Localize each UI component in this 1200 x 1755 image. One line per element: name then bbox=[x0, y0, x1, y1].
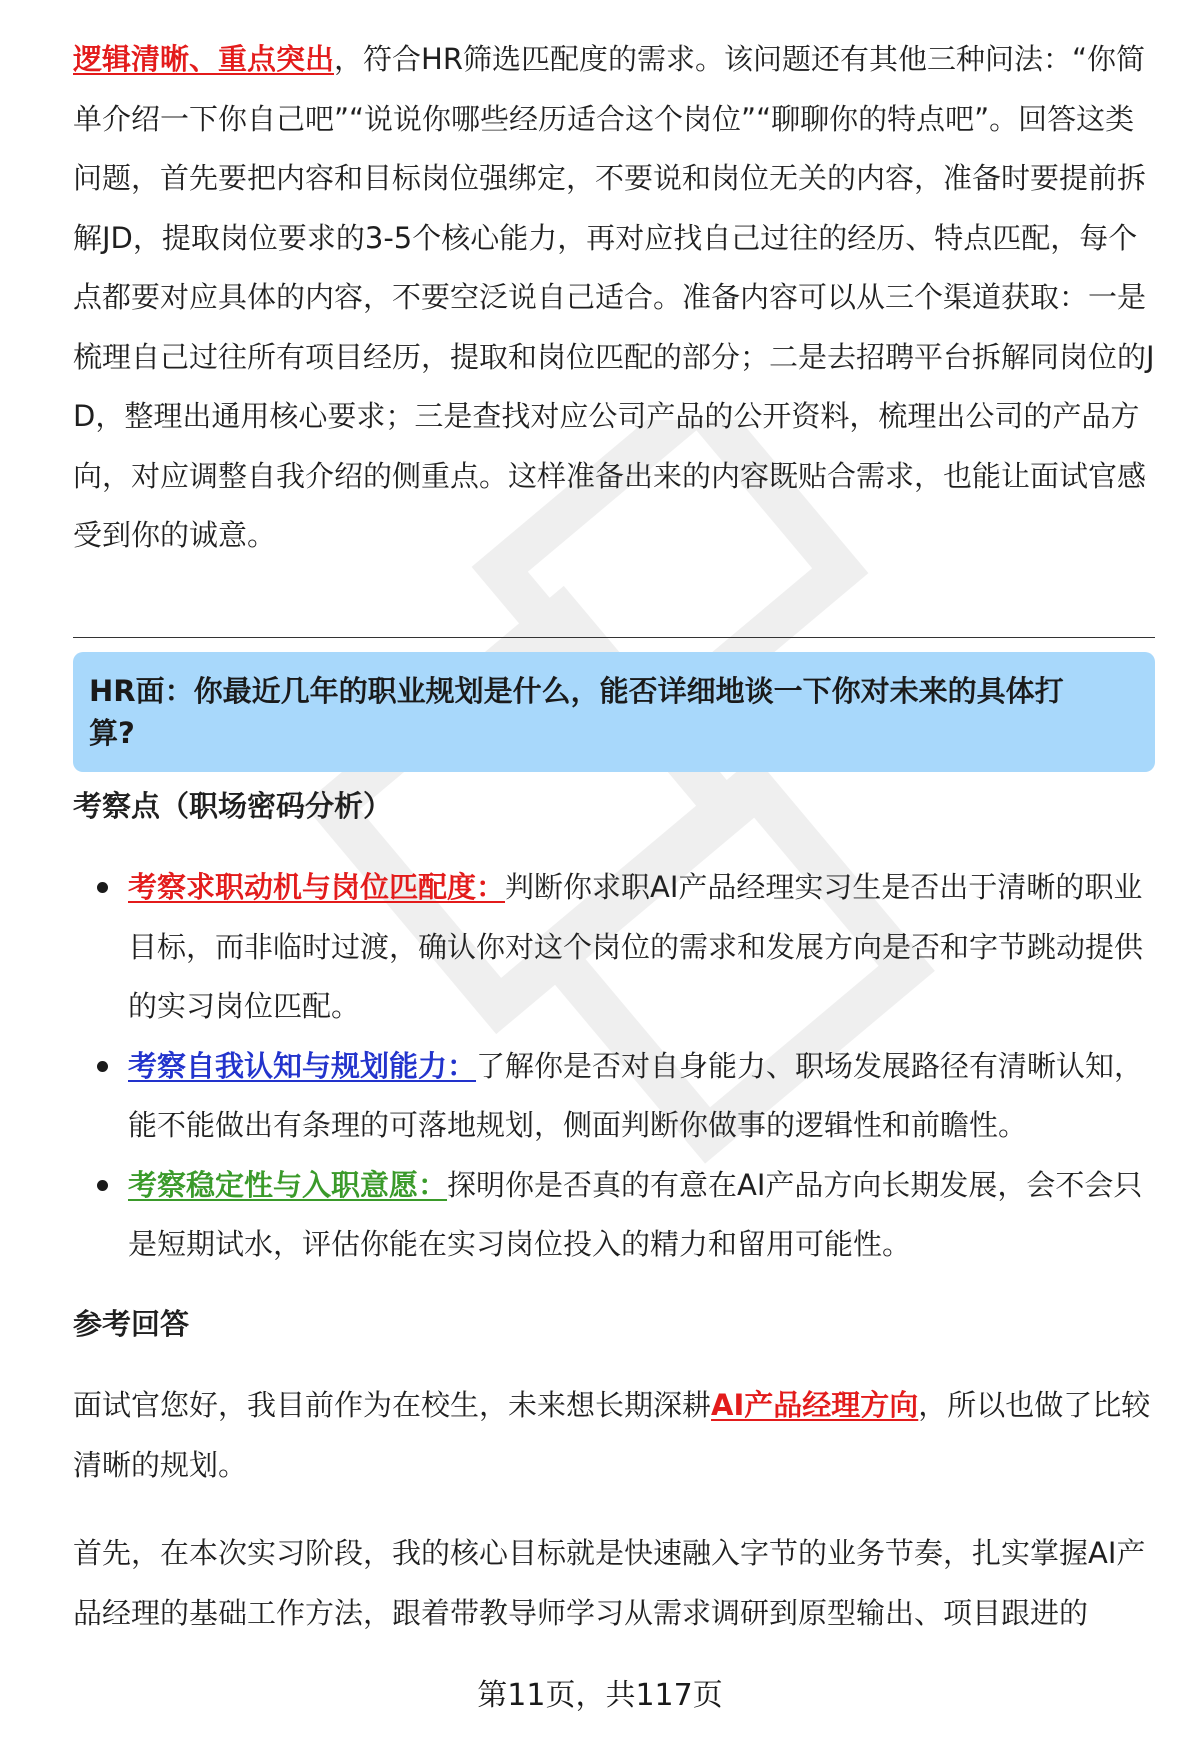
answer-paragraph-2: 首先，在本次实习阶段，我的核心目标就是快速融入字节的业务节奏，扎实掌握AI产品经理的基础工作方法，跟着带教导师学习从需求调研到原型输出、项目跟进的 bbox=[73, 1536, 1146, 1630]
answer-p1-before: 面试官您好，我目前作为在校生，未来想长期深耕 bbox=[73, 1388, 712, 1422]
analysis-title: 考察点（职场密码分析） bbox=[73, 789, 393, 823]
bullet-icon bbox=[97, 882, 108, 893]
answer-p1-after: ，所以也做了比较清晰的规划。 bbox=[73, 1388, 1151, 1482]
page-footer: 第11页，共117页 bbox=[477, 1678, 723, 1713]
intro-highlight: 逻辑清晰、重点突出 bbox=[73, 42, 335, 76]
question-text: HR面：你最近几年的职业规划是什么，能否详细地谈一下你对未来的具体打算? bbox=[89, 674, 1064, 750]
intro-body: ，符合HR筛选匹配度的需求。该问题还有其他三种问法：“你简单介绍一下你自己吧”“说说你哪些经历适合这个岗位”“聊聊你的特点吧”。回答这类问题，首先要把内容和目标岗位强绑定，不要说和岗位无关的内容，准备时要提前拆解JD，提取岗位要求的3-5个核心能力，再对应找自己过往的经历、特点匹配，每个点都要对应具体的内容，不要空泛说自己适合。准备内容可以从三个渠道获取：一是梳理自己过往所有项目经历，提取和岗位匹配的部分；二是去招聘平台拆解同岗位的JD，整理出通用核心要求；三是查找对应公司产品的公开资料，梳理出公司的产品方向，对应调整自我介绍的侧重点。这样准备出来的内容既贴合需求，也能让面试官感受到你的诚意。 bbox=[73, 42, 1155, 552]
analysis-item bbox=[73, 858, 1155, 1037]
analysis-keyword: 考察求职动机与岗位匹配度： bbox=[128, 870, 506, 904]
section-divider bbox=[73, 637, 1155, 638]
analysis-item bbox=[73, 1156, 1155, 1275]
analysis-text: 判断你求职AI产品经理实习生是否出于清晰的职业目标，而非临时过渡，确认你对这个岗位的需求和发展方向是否和字节跳动提供的实习岗位匹配。 bbox=[128, 870, 1144, 1023]
answer-paragraph-1 bbox=[73, 1376, 1155, 1495]
bullet-icon bbox=[97, 1061, 108, 1072]
analysis-text: 了解你是否对自身能力、职场发展路径有清晰认知，能不能做出有条理的可落地规划，侧面判断你做事的逻辑性和前瞻性。 bbox=[128, 1048, 1144, 1142]
analysis-item bbox=[73, 1037, 1155, 1156]
answer-highlight: AI产品经理方向 bbox=[711, 1388, 919, 1422]
analysis-list bbox=[73, 858, 1155, 1275]
intro-paragraph bbox=[73, 30, 1155, 566]
analysis-text: 探明你是否真的有意在AI产品方向长期发展，会不会只是短期试水，评估你能在实习岗位投入的精力和留用可能性。 bbox=[128, 1167, 1143, 1261]
question-box bbox=[73, 652, 1155, 772]
analysis-keyword: 考察稳定性与入职意愿： bbox=[128, 1167, 448, 1202]
analysis-keyword: 考察自我认知与规划能力： bbox=[128, 1048, 477, 1083]
bullet-icon bbox=[97, 1180, 108, 1191]
answer-title: 参考回答 bbox=[73, 1307, 190, 1341]
